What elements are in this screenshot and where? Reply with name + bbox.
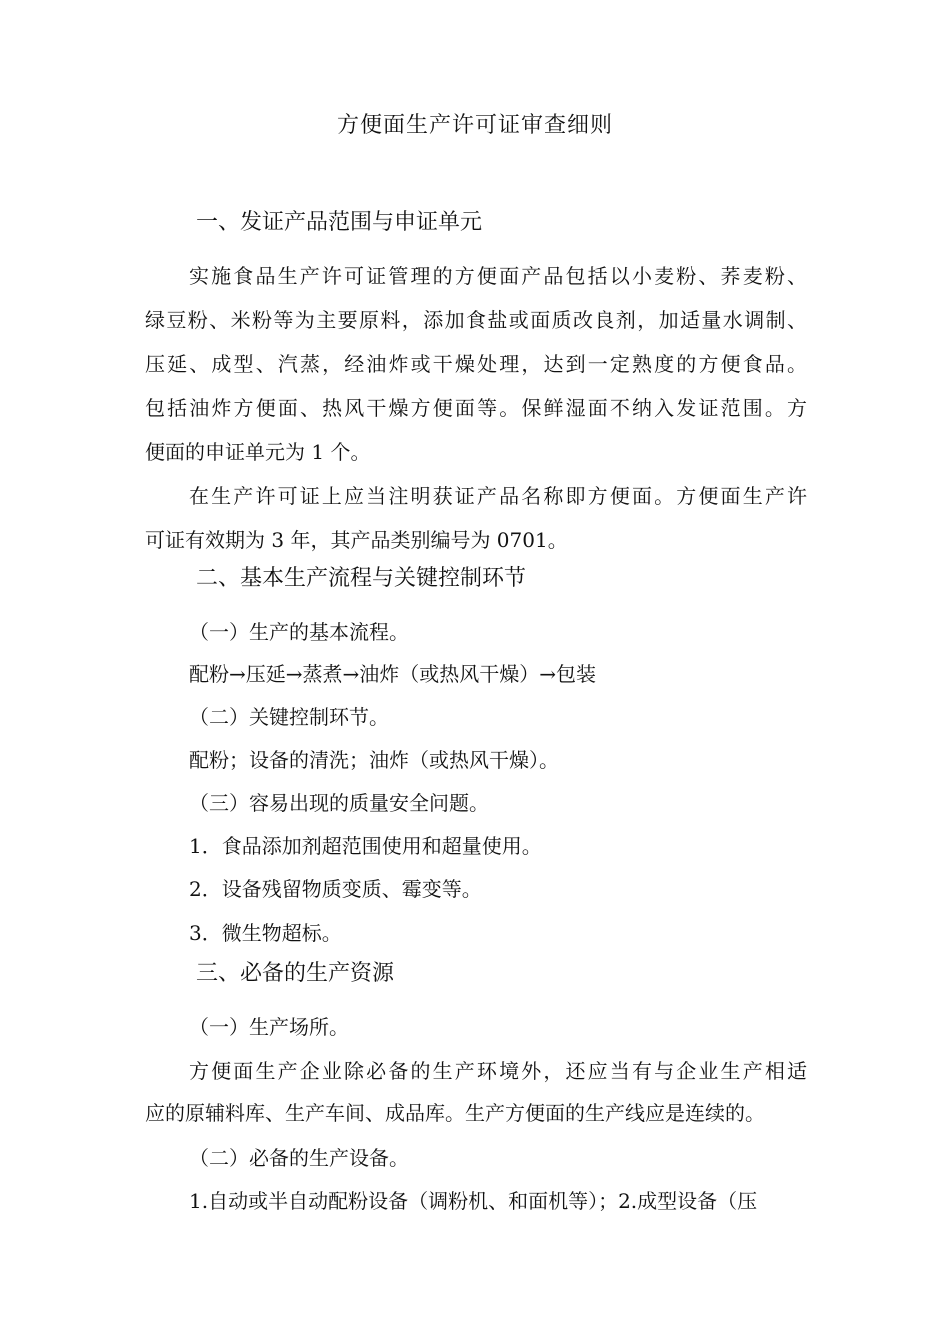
section1-p1-line3: 压延、成型、汽蒸，经油炸或干燥处理，达到一定熟度的方便食品。: [145, 352, 807, 376]
section1-p1-line4: 包括油炸方便面、热风干燥方便面等。保鲜湿面不纳入发证范围。方: [145, 396, 807, 420]
section3-sub1: （一）生产场所。: [189, 1015, 349, 1039]
section3-p1-line1: 方便面生产企业除必备的生产环境外，还应当有与企业生产相适: [189, 1059, 807, 1083]
section3-equipment: 1.自动或半自动配粉设备（调粉机、和面机等）；2.成型设备（压: [189, 1189, 758, 1213]
section3-sub2: （二）必备的生产设备。: [189, 1146, 409, 1170]
section1-p1-line1: 实施食品生产许可证管理的方便面产品包括以小麦粉、荞麦粉、: [189, 264, 807, 288]
section1-p1-line2: 绿豆粉、米粉等为主要原料，添加食盐或面质改良剂，加适量水调制、: [145, 308, 807, 332]
section2-issue-3: 3．微生物超标。: [189, 921, 342, 945]
section2-key-points: 配粉；设备的清洗；油炸（或热风干燥）。: [189, 748, 559, 772]
section2-flow: 配粉→压延→蒸煮→油炸（或热风干燥）→包装: [189, 662, 597, 686]
section2-issue-2: 2．设备残留物质变质、霉变等。: [189, 877, 482, 901]
section2-sub1: （一）生产的基本流程。: [189, 620, 409, 644]
section1-p1-line5: 便面的申证单元为 1 个。: [145, 440, 371, 464]
section1-p2-line1: 在生产许可证上应当注明获证产品名称即方便面。方便面生产许: [189, 484, 807, 508]
section3-heading: 三、必备的生产资源: [196, 961, 395, 986]
section2-heading: 二、基本生产流程与关键控制环节: [196, 566, 527, 591]
section2-sub2: （二）关键控制环节。: [189, 705, 389, 729]
section1-p2-line2: 可证有效期为 3 年，其产品类别编号为 0701。: [145, 528, 568, 552]
section2-sub3: （三）容易出现的质量安全问题。: [189, 791, 489, 815]
document-title: 方便面生产许可证审查细则: [336, 113, 613, 138]
section1-heading: 一、发证产品范围与申证单元: [196, 210, 483, 235]
section2-issue-1: 1．食品添加剂超范围使用和超量使用。: [189, 834, 542, 858]
section3-p1-line2: 应的原辅料库、生产车间、成品库。生产方便面的生产线应是连续的。: [145, 1101, 765, 1125]
